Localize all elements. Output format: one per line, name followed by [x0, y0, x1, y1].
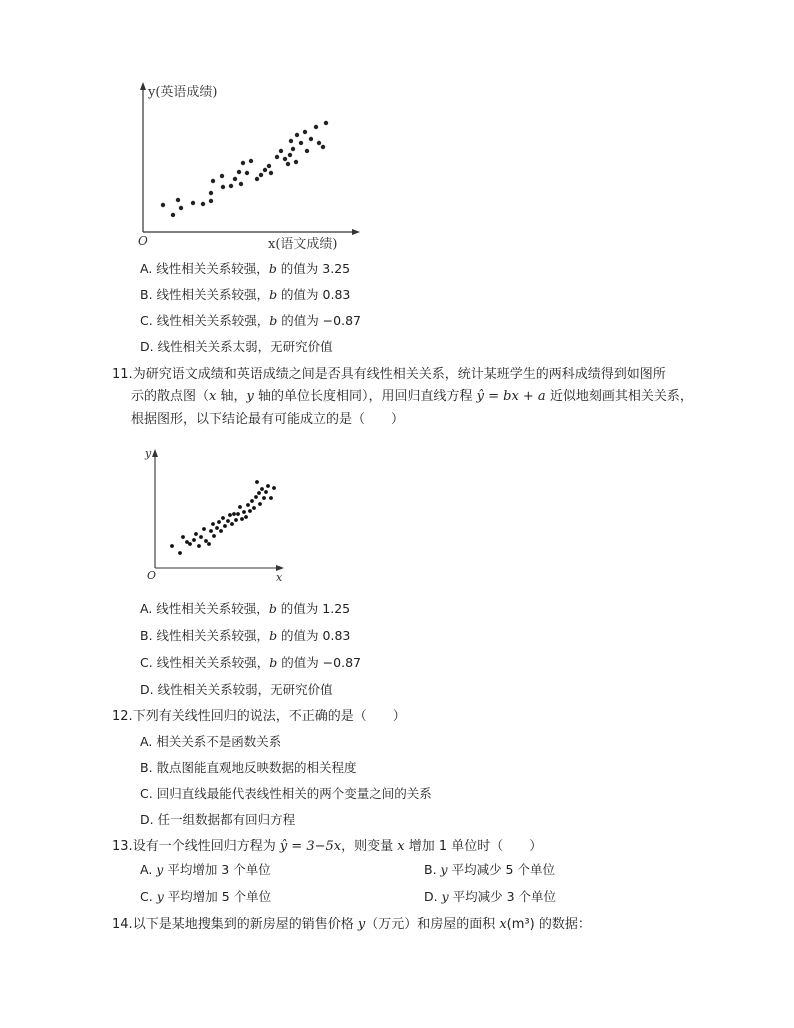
q13-option-d[interactable]: D. y 平均减少 3 个单位: [424, 889, 557, 904]
scatter-point: [215, 526, 219, 530]
y-axis-label: y(英语成绩): [148, 85, 218, 100]
scatter-point: [211, 522, 215, 526]
scatter-point: [288, 153, 292, 157]
scatter-point: [258, 502, 262, 506]
scatter-point: [324, 121, 328, 125]
scatter-point: [317, 141, 321, 145]
scatter-point: [219, 529, 223, 533]
q11-option-c[interactable]: C. 线性相关关系较强，b 的值为 −0.87: [140, 655, 361, 670]
scatter-point: [259, 173, 263, 177]
regression-equation: ŷ = 3−5x: [279, 839, 342, 854]
scatter-point: [212, 534, 216, 538]
x-axis: [155, 565, 284, 571]
scatter-point: [248, 509, 252, 513]
scatter-point: [254, 495, 258, 499]
y-axis-label: y: [145, 447, 152, 460]
q11-stem-line2: 示的散点图（x 轴，y 轴的单位长度相同），用回归直线方程 ŷ = bx + a 近似地刻画其相关关系，: [131, 389, 693, 404]
scatter-point: [249, 159, 253, 163]
scatter-point: [207, 542, 211, 546]
scatter-point: [257, 491, 261, 495]
scatter-point: [252, 506, 256, 510]
scatter-point: [188, 542, 192, 546]
scatter-point: [269, 171, 273, 175]
scatter-point: [250, 499, 254, 503]
scatter-point: [221, 185, 225, 189]
scatter-point: [228, 513, 232, 517]
scatter-point: [233, 177, 237, 181]
scatter-point: [255, 177, 259, 181]
scatter-point: [262, 496, 266, 500]
q10-option-a[interactable]: A. 线性相关关系较强，b 的值为 3.25: [140, 261, 351, 276]
q13-option-c[interactable]: C. y 平均增加 5 个单位: [140, 889, 272, 904]
q12-option-a[interactable]: A. 相关关系不是函数关系: [140, 734, 282, 749]
scatter-point: [194, 532, 198, 536]
q14-stem: 14.以下是某地搜集到的新房屋的销售价格 y（万元）和房屋的面积 x(m³) 的数据：: [112, 917, 591, 932]
scatter-point: [181, 535, 185, 539]
q12-stem: 12.下列有关线性回归的说法，不正确的是（ ）: [112, 709, 406, 724]
scatter-point: [178, 551, 182, 555]
scatter-point: [279, 149, 283, 153]
scatter-point: [199, 535, 203, 539]
y-axis: [152, 449, 158, 568]
scatter-points: [170, 480, 276, 555]
scatter-point: [209, 191, 213, 195]
origin-label: O: [138, 234, 148, 248]
scatter-point: [275, 155, 279, 159]
scatter-point: [237, 170, 241, 174]
scatter-point: [245, 171, 249, 175]
scatter-point: [294, 160, 298, 164]
x-axis: [143, 229, 360, 235]
q14-number: 14.: [112, 917, 133, 932]
q13-stem: 13.设有一个线性回归方程为 ŷ = 3−5x，则变量 x 增加 1 单位时（ ）: [112, 839, 543, 854]
scatter-point: [309, 137, 313, 141]
q13-option-a[interactable]: A. y 平均增加 3 个单位: [140, 862, 271, 877]
scatter-point: [197, 544, 201, 548]
scatter-point: [226, 519, 230, 523]
scatter-point: [291, 147, 295, 151]
scatter-point: [286, 162, 290, 166]
scatter-chart-q11: [143, 445, 293, 585]
scatter-point: [223, 524, 227, 528]
x-axis-label: x: [276, 571, 283, 584]
scatter-point: [239, 182, 243, 186]
scatter-point: [209, 199, 213, 203]
scatter-point: [179, 206, 183, 210]
scatter-point: [229, 184, 233, 188]
scatter-point: [161, 203, 165, 207]
q11-stem-line1: 11.为研究语文成绩和英语成绩之间是否具有线性相关关系，统计某班学生的两科成绩得到如图所: [112, 367, 666, 382]
scatter-point: [299, 141, 303, 145]
q13-option-b[interactable]: B. y 平均减少 5 个单位: [424, 862, 555, 877]
scatter-point: [240, 517, 244, 521]
scatter-point: [263, 168, 267, 172]
scatter-point: [238, 505, 242, 509]
y-axis: [140, 82, 146, 232]
scatter-point: [176, 198, 180, 202]
q10-option-d[interactable]: D. 线性相关关系太弱，无研究价值: [140, 339, 333, 354]
scatter-point: [264, 490, 268, 494]
q10-option-c[interactable]: C. 线性相关关系较强，b 的值为 −0.87: [140, 313, 361, 328]
scatter-point: [217, 520, 221, 524]
scatter-point: [236, 512, 240, 516]
scatter-points: [161, 121, 328, 217]
scatter-point: [209, 529, 213, 533]
scatter-point: [242, 510, 246, 514]
q12-option-c[interactable]: C. 回归直线最能代表线性相关的两个变量之间的关系: [140, 786, 432, 801]
scatter-chart-q10: [130, 80, 370, 255]
q10-option-b[interactable]: B. 线性相关关系较强，b 的值为 0.83: [140, 287, 351, 302]
scatter-point: [255, 480, 259, 484]
scatter-point: [305, 149, 309, 153]
scatter-point: [266, 484, 270, 488]
scatter-point: [241, 161, 245, 165]
origin-label: O: [147, 569, 157, 582]
q12-number: 12.: [112, 709, 133, 724]
scatter-point: [321, 145, 325, 149]
scatter-point: [211, 179, 215, 183]
scatter-point: [221, 516, 225, 520]
scatter-point: [230, 522, 234, 526]
q11-option-b[interactable]: B. 线性相关关系较强，b 的值为 0.83: [140, 628, 351, 643]
q12-option-d[interactable]: D. 任一组数据都有回归方程: [140, 812, 296, 827]
regression-equation: ŷ = bx + a: [476, 389, 546, 404]
scatter-point: [170, 544, 174, 548]
q11-number: 11.: [112, 367, 133, 382]
scatter-point: [244, 515, 248, 519]
scatter-point: [234, 518, 238, 522]
q13-number: 13.: [112, 839, 133, 854]
scatter-point: [272, 486, 276, 490]
x-axis-label: x(语文成绩): [268, 237, 338, 252]
scatter-point: [204, 539, 208, 543]
scatter-point: [171, 213, 175, 217]
scatter-point: [192, 538, 196, 542]
scatter-point: [201, 202, 205, 206]
scatter-point: [191, 201, 195, 205]
q12-option-b[interactable]: B. 散点图能直观地反映数据的相关程度: [140, 760, 357, 775]
scatter-point: [267, 164, 271, 168]
scatter-point: [269, 496, 273, 500]
scatter-point: [260, 487, 264, 491]
scatter-point: [220, 174, 224, 178]
scatter-point: [314, 125, 318, 129]
scatter-point: [202, 527, 206, 531]
q11-stem-line3: 根据图形，以下结论最有可能成立的是（ ）: [131, 412, 405, 427]
scatter-point: [232, 512, 236, 516]
scatter-point: [246, 503, 250, 507]
scatter-point: [283, 157, 287, 161]
scatter-point: [303, 130, 307, 134]
scatter-point: [289, 139, 293, 143]
q11-option-a[interactable]: A. 线性相关关系较强，b 的值为 1.25: [140, 601, 351, 616]
scatter-point: [295, 133, 299, 137]
q11-option-d[interactable]: D. 线性相关关系较弱，无研究价值: [140, 682, 333, 697]
